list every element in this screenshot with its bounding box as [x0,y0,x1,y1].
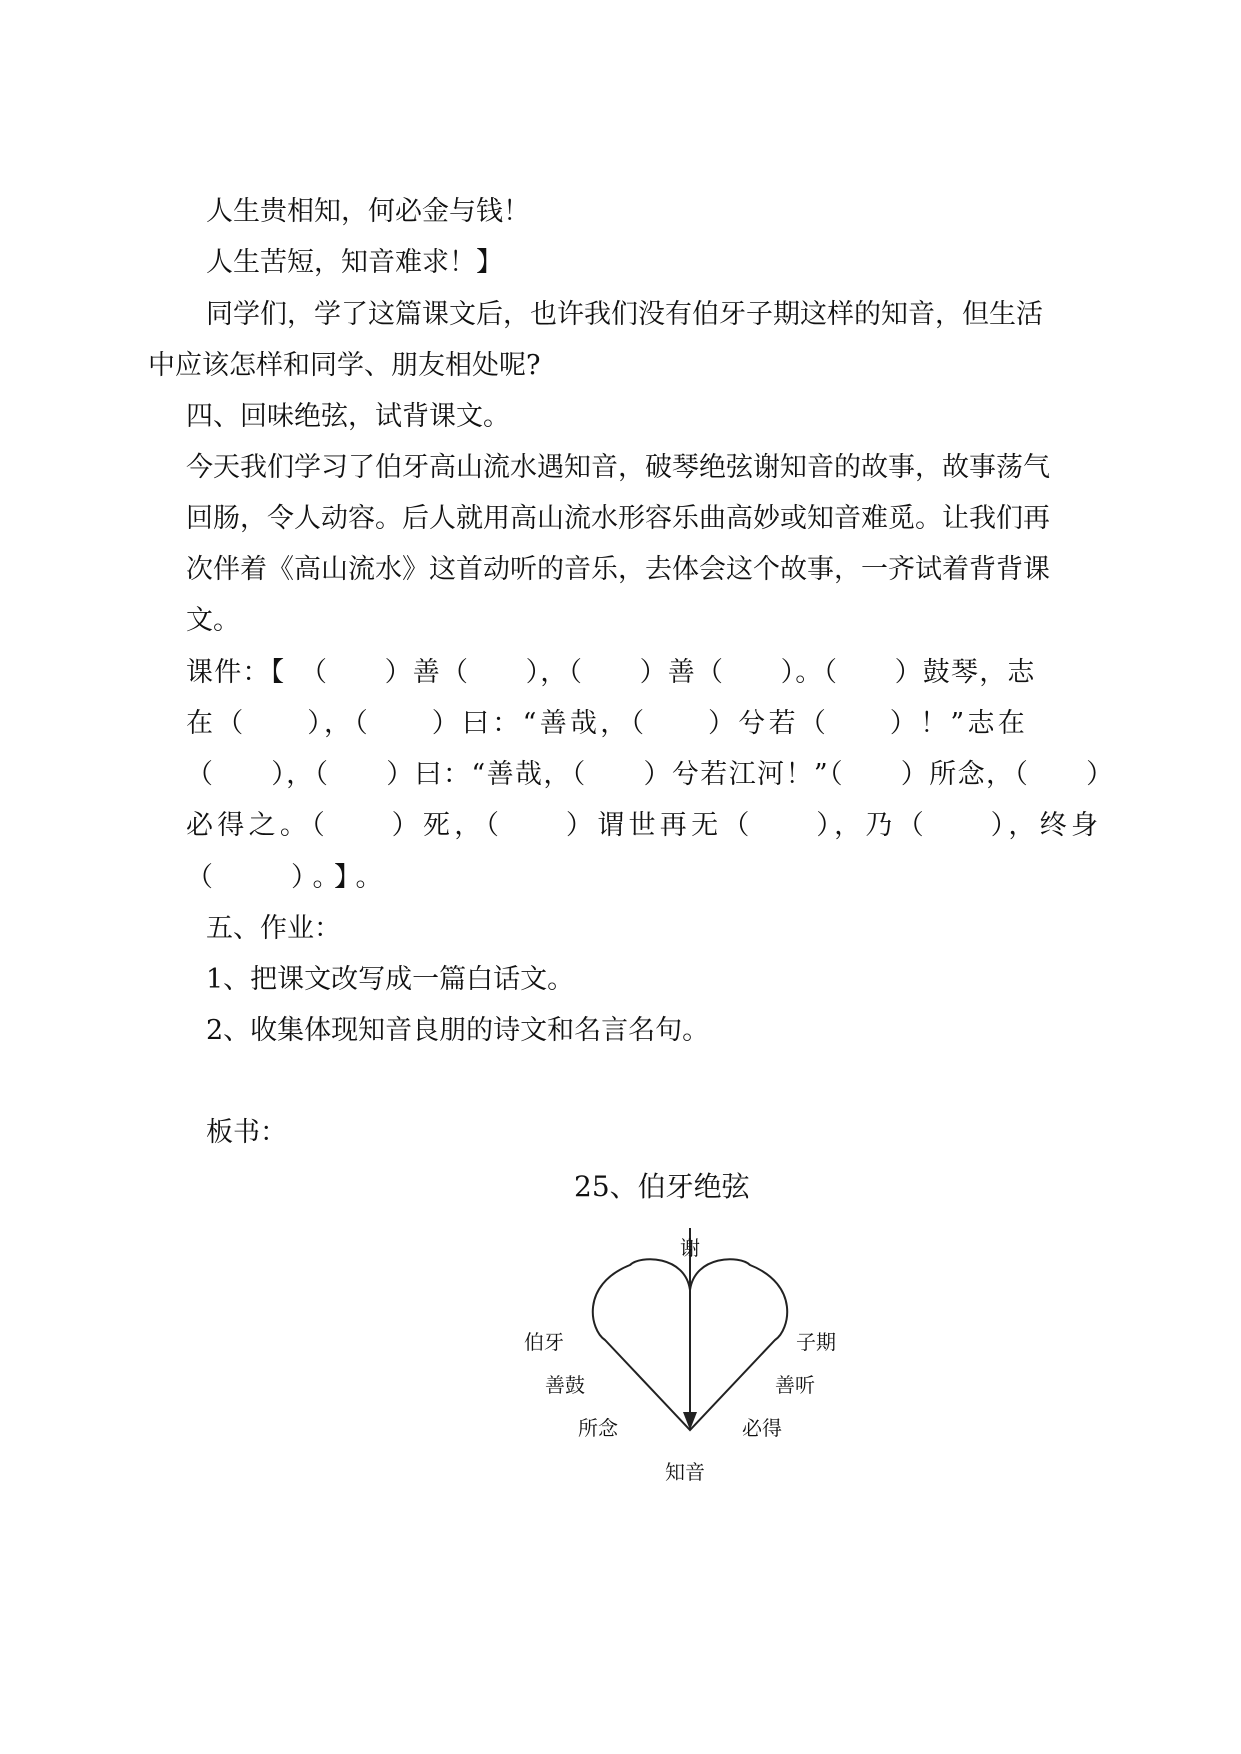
quote-line-1: 人生贵相知，何必金与钱！ [206,196,530,227]
section-5-heading: 五、作业： [206,913,341,944]
diagram-right-label-3: 必得 [742,1416,782,1440]
quote-line-2: 人生苦短，知音难求！】 [206,247,503,278]
paragraph-line-2: 回肠，令人动容。后人就用高山流水形容乐曲高妙或知音难觅。让我们再 [186,503,1050,534]
paragraph-line-4: 文。 [186,605,240,636]
diagram-left-label-3: 所念 [578,1416,618,1440]
cloze-line-4: 必得之。（ ）死，（ ）谓世再无（ ），乃（ ），终身 [186,810,1103,841]
diagram-left-label-2: 善鼓 [545,1373,585,1397]
paragraph-line-1: 今天我们学习了伯牙高山流水遇知音，破琴绝弦谢知音的故事，故事荡气 [186,452,1050,483]
diagram-title: 25、伯牙绝弦 [574,1170,750,1203]
board-label: 板书： [206,1117,287,1148]
center-arrow-head [683,1412,697,1430]
question-line-1: 同学们，学了这篇课文后，也许我们没有伯牙子期这样的知音，但生活 [206,299,1043,330]
section-4-heading: 四、回味绝弦，试背课文。 [186,401,510,432]
cloze-line-1: 课件：【 （ ）善（ ），（ ）善（ ）。（ ）鼓琴，志 [186,657,1036,688]
homework-item-1: 1、把课文改写成一篇白话文。 [206,964,575,995]
homework-item-2: 2、收集体现知音良朋的诗文和名言名句。 [206,1015,710,1046]
diagram-top-label: 谢 [680,1236,700,1260]
diagram-bottom-label: 知音 [665,1460,705,1484]
paragraph-line-3: 次伴着《高山流水》这首动听的音乐，去体会这个故事，一齐试着背背课 [186,554,1050,585]
cloze-line-5: （ ）。】。 [186,862,391,893]
diagram-right-label-1: 子期 [796,1330,836,1354]
diagram-right-label-2: 善听 [775,1373,815,1397]
question-line-2: 中应该怎样和同学、朋友相处呢? [148,350,541,381]
cloze-line-2: 在（ ），（ ）曰：“善哉，（ ）兮若（ ）！”志在 [186,708,1029,739]
cloze-line-3: （ ），（ ）曰：“善哉，（ ）兮若江河！”（ ）所念，（ ） [186,759,1115,790]
diagram-left-label-1: 伯牙 [524,1330,564,1354]
